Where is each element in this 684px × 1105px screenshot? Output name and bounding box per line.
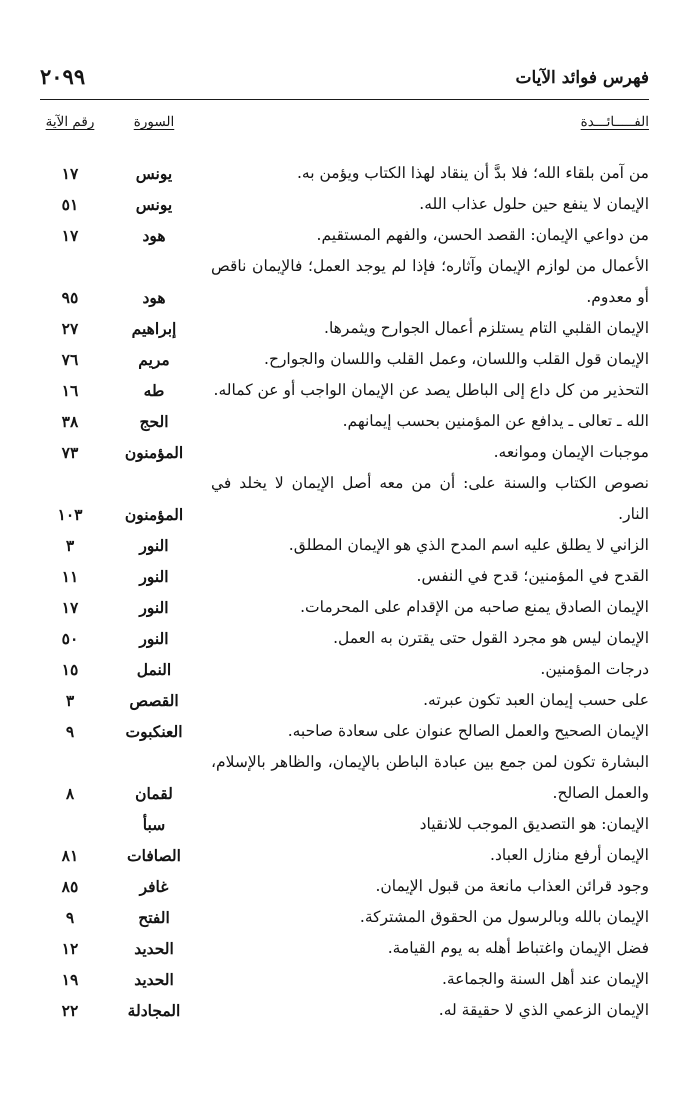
entry-ayah-number: ٥١ [61,195,79,214]
entry-ayah-number: ٣ [65,536,75,555]
entry-ayah-number: ٣٨ [61,412,79,431]
entry-ayah-number: ١٧ [61,226,79,245]
entry-benefit: الإيمان عند أهل السنة والجماعة. [441,970,649,988]
index-entry [40,840,649,871]
entry-ayah-number: ١٥ [61,660,79,679]
entry-surah: يونس [135,164,173,183]
column-header-benefit: الفـــــائـــدة [580,114,649,130]
entry-benefit: الله ـ تعالى ـ يدافع عن المؤمنين بحسب إيمانهم. [342,412,649,430]
entry-ayah-number: ١٠٣ [57,505,83,524]
entry-benefit: الأعمال من لوازم الإيمان وآثاره؛ فإذا لم يوجد العمل؛ فالإيمان ناقص أو معدوم. [211,257,649,306]
entry-surah: الحديد [134,970,174,989]
index-entry [40,623,649,654]
entry-surah: هود [142,226,166,245]
entry-surah: مريم [138,350,170,369]
entry-benefit: الإيمان الزعمي الذي لا حقيقة له. [438,1001,649,1019]
entry-benefit: البشارة تكون لمن جمع بين عبادة الباطن بالإيمان، والظاهر بالإسلام، والعمل الصالح. [211,753,649,802]
entry-benefit: الإيمان: هو التصديق الموجب للانقياد [419,815,649,833]
entry-surah: المجادلة [127,1001,181,1020]
running-title: فهرس فوائد الآيات [515,68,649,88]
index-entry [40,251,649,313]
header-divider [40,99,649,100]
entry-benefit: نصوص الكتاب والسنة على: أن من معه أصل الإيمان لا يخلد في النار. [211,474,649,523]
entry-surah: القصص [129,691,179,710]
index-entry [40,220,649,251]
entry-surah: هود [142,288,166,307]
index-entry [40,685,649,716]
entry-benefit: الإيمان الصحيح والعمل الصالح عنوان على سعادة صاحبه. [287,722,649,740]
index-entries [40,158,649,1026]
entry-surah: المؤمنون [124,505,184,524]
entry-surah: الصافات [127,846,181,865]
entry-surah: النور [139,598,169,617]
entry-ayah-number: ١٧ [61,598,79,617]
entry-ayah-number: ٩٥ [61,288,79,307]
page-header [40,62,649,98]
entry-benefit: موجبات الإيمان وموانعه. [493,443,649,461]
entry-surah: يونس [135,195,173,214]
entry-benefit: فضل الإيمان واغتباط أهله به يوم القيامة. [387,939,649,957]
entry-surah: النور [139,536,169,555]
entry-ayah-number: ١٩ [61,970,79,989]
entry-ayah-number: ٥٠ [61,629,79,648]
entry-benefit: القدح في المؤمنين؛ قدح في النفس. [416,567,649,585]
index-entry [40,902,649,933]
entry-benefit: من آمن بلقاء الله؛ فلا بدَّ أن ينقاد لهذا الكتاب ويؤمن به. [296,164,649,182]
entry-ayah-number: ٢٧ [61,319,79,338]
entry-surah: غافر [139,877,169,896]
entry-ayah-number: ٨٥ [61,877,79,896]
page-number: ٢٠٩٩ [40,64,86,89]
entry-benefit: درجات المؤمنين. [540,660,649,678]
entry-benefit: الإيمان القلبي التام يستلزم أعمال الجوارح ويثمرها. [324,319,649,337]
entry-benefit: التحذير من كل داع إلى الباطل يصد عن الإيمان الواجب أو عن كماله. [213,381,649,399]
index-entry [40,189,649,220]
index-entry [40,654,649,685]
entry-ayah-number: ١٢ [61,939,79,958]
entry-surah: الفتح [138,908,170,927]
entry-ayah-number: ١٦ [61,381,79,400]
entry-benefit: وجود قرائن العذاب مانعة من قبول الإيمان. [375,877,649,895]
entry-surah: إبراهيم [131,319,177,338]
entry-benefit: الزاني لا يطلق عليه اسم المدح الذي هو الإيمان المطلق. [288,536,649,554]
index-entry [40,809,649,840]
entry-ayah-number: ٧٣ [61,443,79,462]
entry-benefit: على حسب إيمان العبد تكون عبرته. [423,691,649,709]
index-entry [40,592,649,623]
index-entry [40,468,649,530]
entry-ayah-number: ٩ [65,908,75,927]
entry-surah: النور [139,629,169,648]
index-entry [40,530,649,561]
entry-benefit: الإيمان ليس هو مجرد القول حتى يقترن به العمل. [333,629,649,647]
entry-surah: لقمان [135,784,173,803]
entry-ayah-number: ٨١ [61,846,79,865]
entry-surah: العنكبوت [125,722,183,741]
index-entry [40,716,649,747]
entry-surah: المؤمنون [124,443,184,462]
entry-ayah-number: ٧٦ [61,350,79,369]
index-entry [40,406,649,437]
entry-benefit: من دواعي الإيمان: القصد الحسن، والفهم المستقيم. [316,226,649,244]
index-entry [40,375,649,406]
index-entry [40,747,649,809]
column-headers [40,114,649,138]
entry-ayah-number: ٩ [65,722,75,741]
index-entry [40,437,649,468]
entry-surah: النمل [136,660,172,679]
entry-benefit: الإيمان أرفع منازل العباد. [490,846,649,864]
entry-surah: طه [143,381,165,400]
index-entry [40,561,649,592]
entry-ayah-number: ٨ [65,784,75,803]
index-entry [40,964,649,995]
entry-benefit: الإيمان الصادق يمنع صاحبه من الإقدام على المحرمات. [300,598,649,616]
index-entry [40,313,649,344]
entry-benefit: الإيمان لا ينفع حين حلول عذاب الله. [419,195,649,213]
entry-ayah-number: ١٧ [61,164,79,183]
column-header-surah: السورة [133,114,175,130]
column-header-ayah: رقم الآية [45,114,95,130]
entry-ayah-number: ٣ [65,691,75,710]
entry-ayah-number: ٢٢ [61,1001,79,1020]
entry-ayah-number: ١١ [61,567,79,586]
entry-surah: الحديد [134,939,174,958]
index-entry [40,871,649,902]
index-entry [40,344,649,375]
entry-surah: الحج [139,412,169,431]
entry-surah: النور [139,567,169,586]
entry-benefit: الإيمان بالله وبالرسول من الحقوق المشتركة. [359,908,649,926]
entry-benefit: الإيمان قول القلب واللسان، وعمل القلب واللسان والجوارح. [264,350,649,368]
index-entry [40,995,649,1026]
index-entry [40,158,649,189]
entry-surah: سبأ [142,815,166,834]
index-entry [40,933,649,964]
